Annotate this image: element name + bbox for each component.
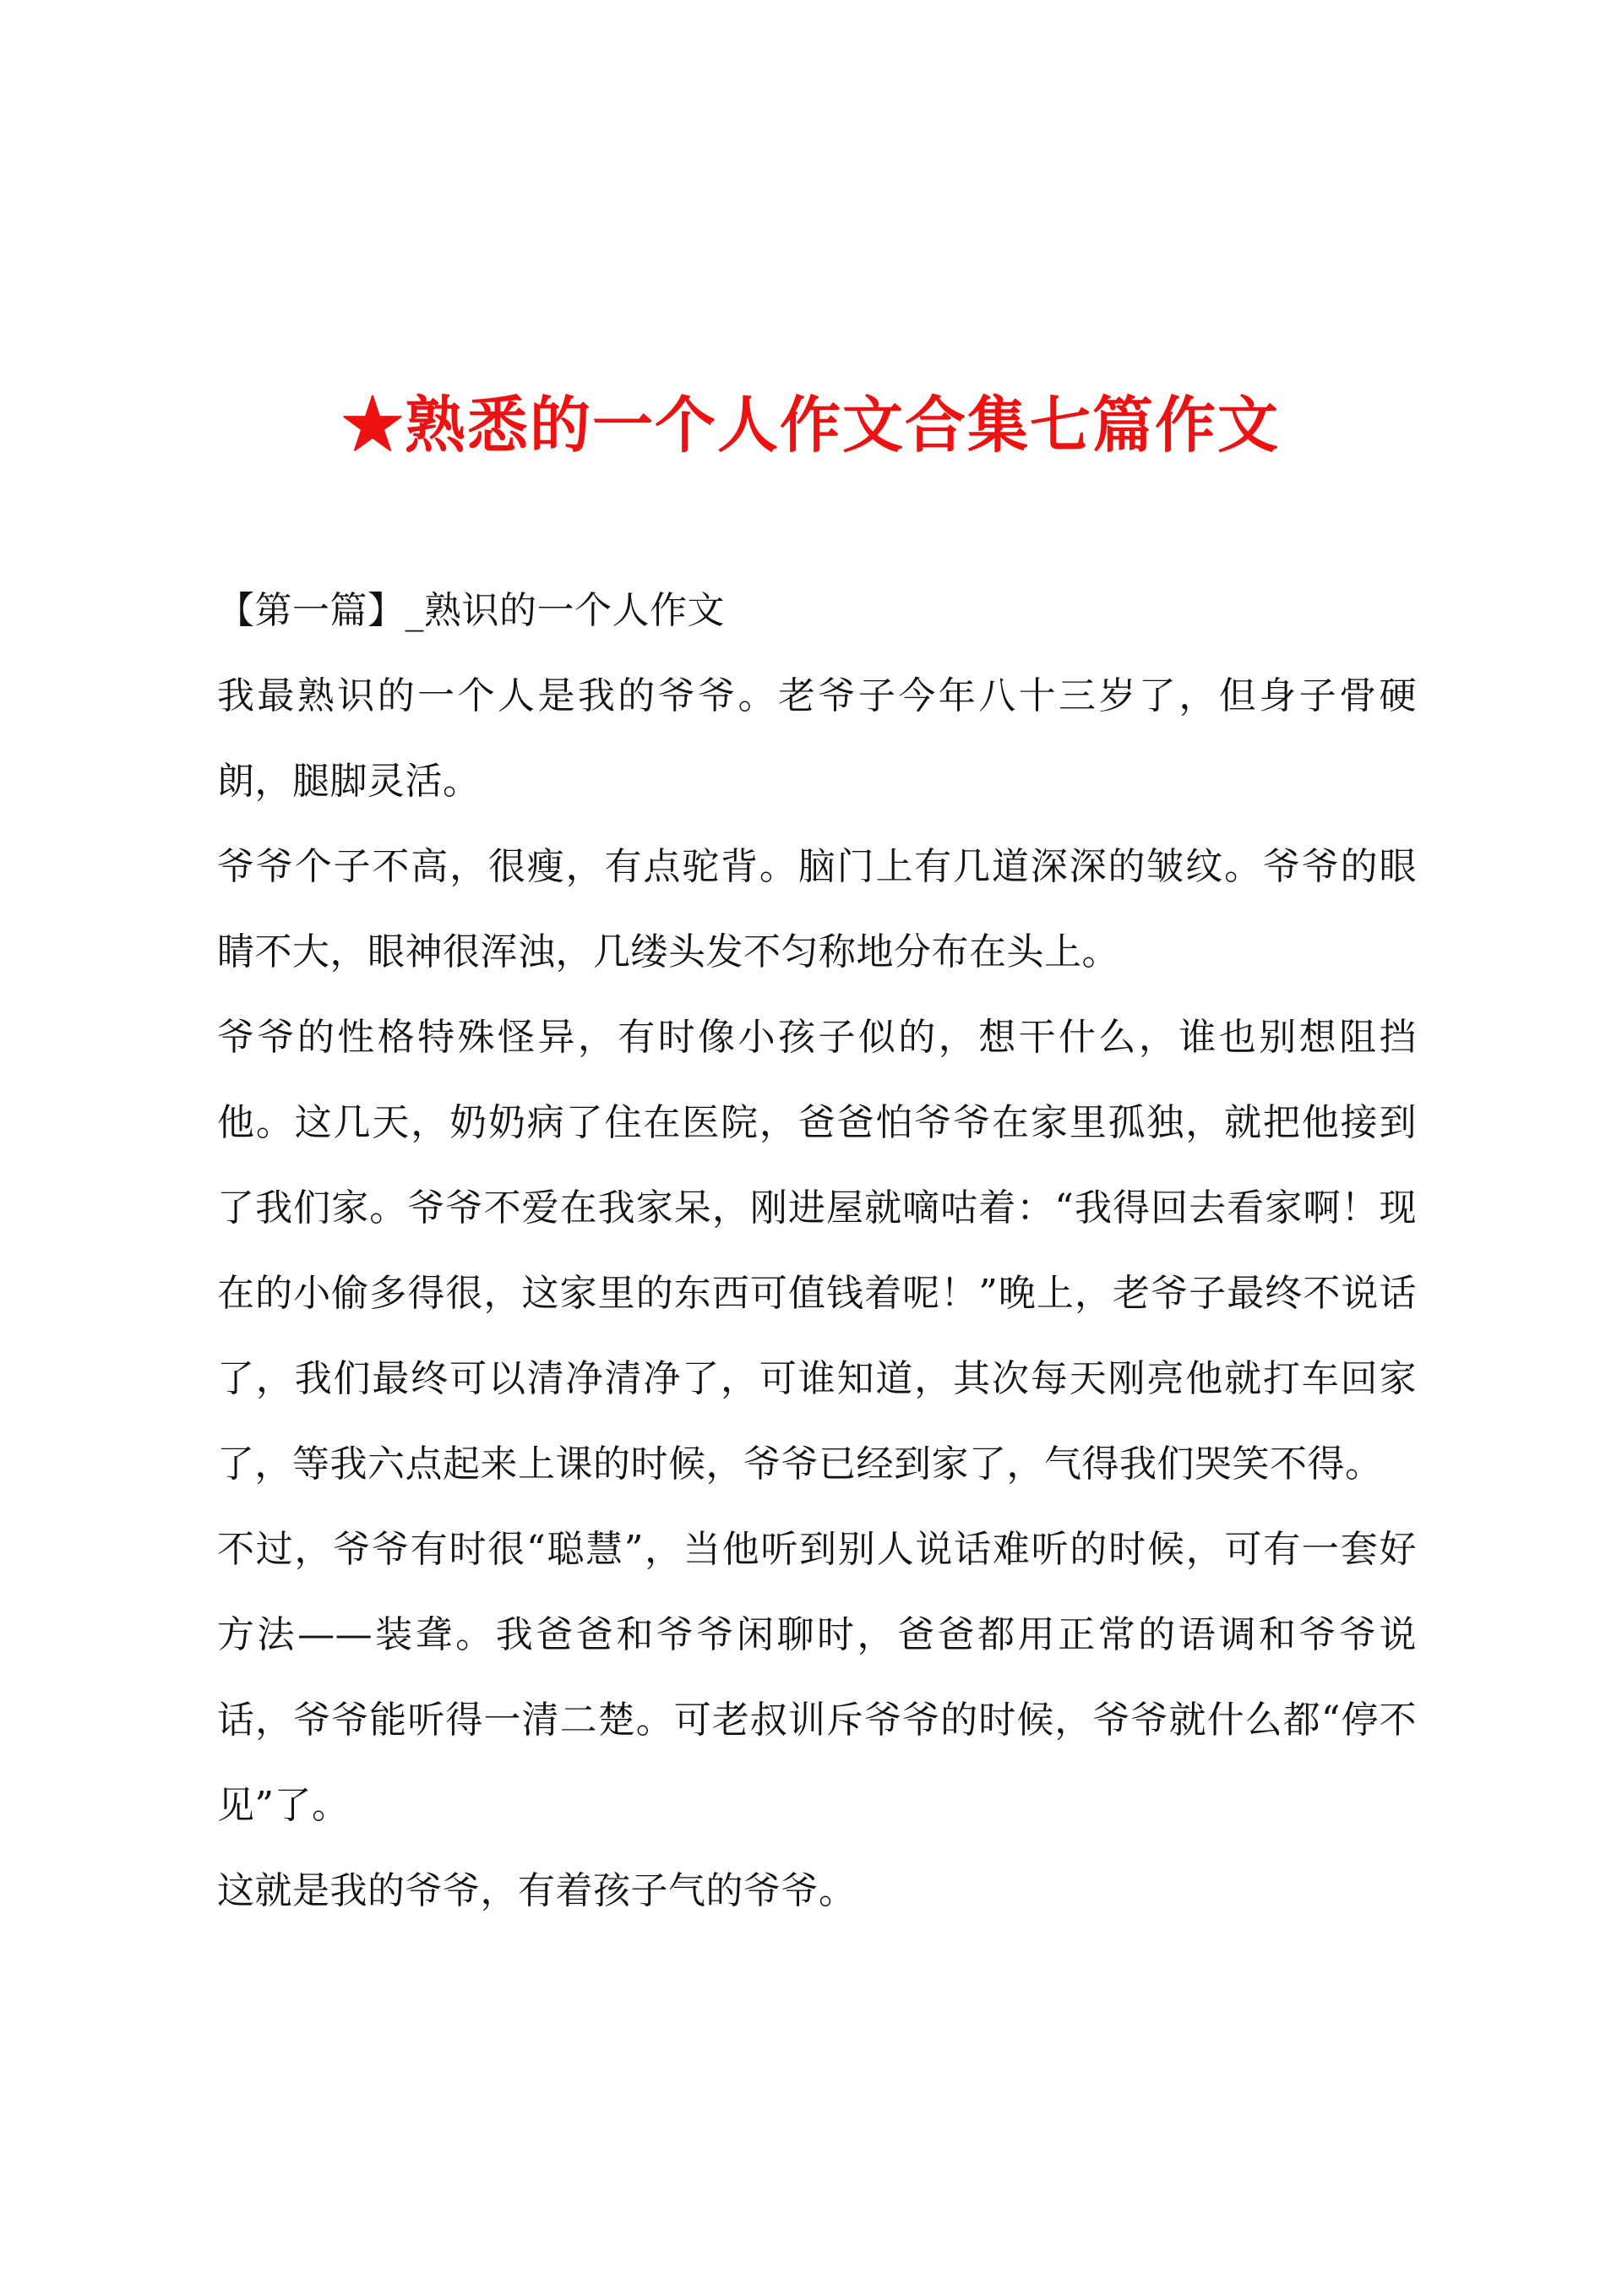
- paragraph-3: 爷爷的性格特殊怪异，有时像小孩子似的，想干什么，谁也别想阻挡他。这几天，奶奶病了住在医院，爸爸怕爷爷在家里孤独，就把他接到了我们家。爷爷不爱在我家呆，刚进屋就嘀咕着：“我得回去看家啊！现在的小偷多得很，这家里的东西可值钱着呢！”晚上，老爷子最终不说话了，我们最终可以清净清净了，可谁知道，其次每天刚亮他就打车回家了，等我六点起来上课的时候，爷爷已经到家了，气得我们哭笑不得。: [217, 1016, 1417, 1486]
- document-title: ★熟悉的一个人作文合集七篇作文: [341, 389, 1280, 461]
- paragraph-5: 这就是我的爷爷，有着孩子气的爷爷。: [217, 1869, 857, 1912]
- paragraph-1: 我最熟识的一个人是我的爷爷。老爷子今年八十三岁了，但身子骨硬朗，腿脚灵活。: [217, 674, 1417, 803]
- paragraph-2: 爷爷个子不高，很瘦，有点驼背。脑门上有几道深深的皱纹。爷爷的眼睛不大，眼神很浑浊，几缕头发不匀称地分布在头上。: [217, 845, 1417, 973]
- section-heading: 【第一篇】_熟识的一个人作文: [217, 589, 725, 632]
- paragraph-4: 不过，爷爷有时很“聪慧”，当他听到别人说话难听的时候，可有一套好方法——装聋。我爸爸和爷爷闲聊时，爸爸都用正常的语调和爷爷说话，爷爷能听得一清二楚。可老叔训斥爷爷的时候，爷爷就什么都“停不见”了。: [217, 1528, 1417, 1827]
- document-body: [217, 568, 1417, 1933]
